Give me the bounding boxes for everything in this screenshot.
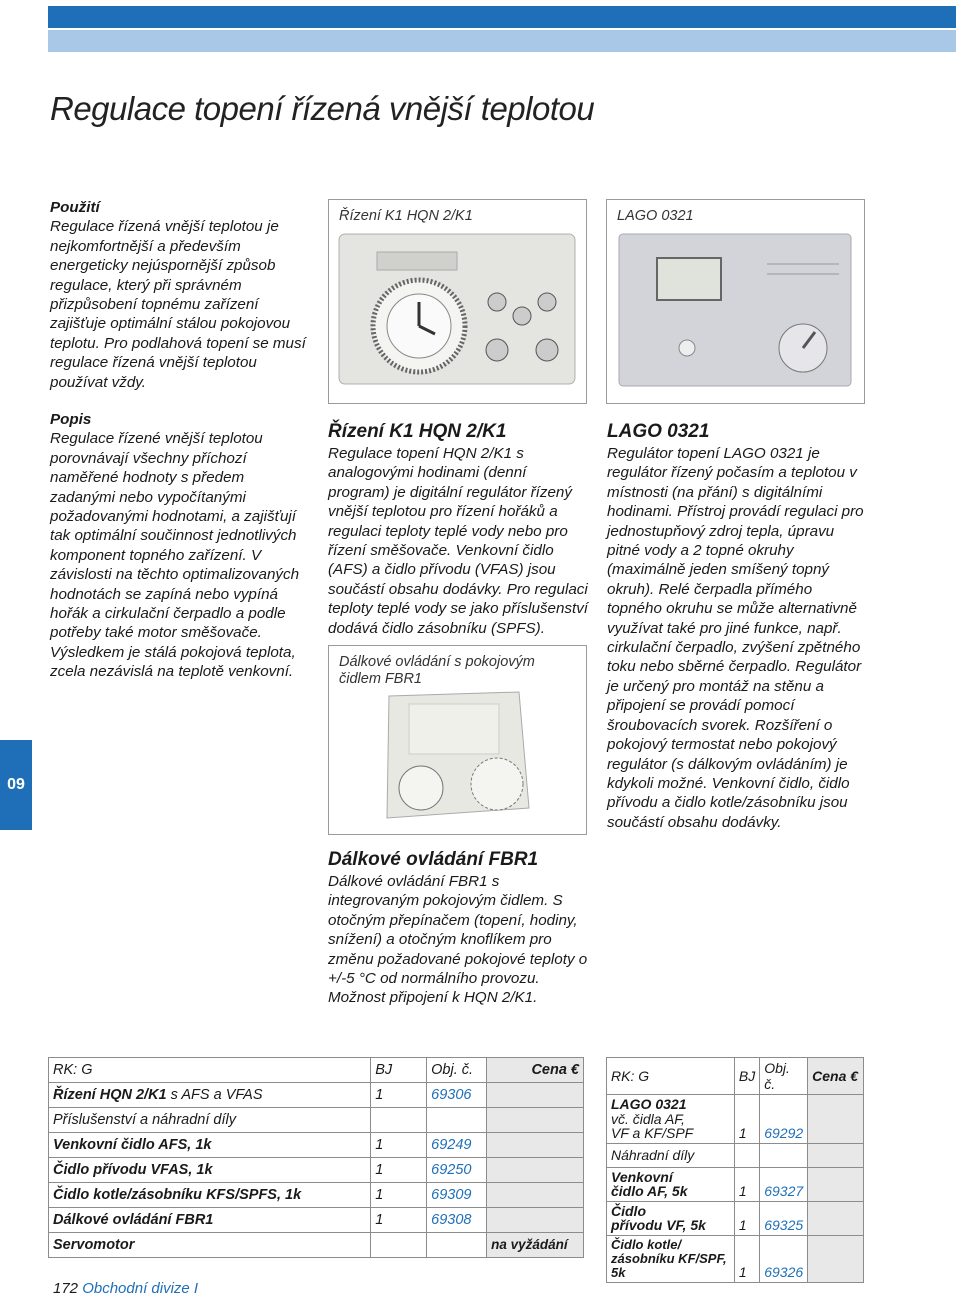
item-name: Čidlo bbox=[611, 1202, 646, 1219]
fbr-remote-image bbox=[379, 688, 539, 828]
hqn-image-box bbox=[328, 199, 587, 404]
header-band-light bbox=[48, 30, 956, 52]
header-band bbox=[48, 6, 956, 28]
chapter-tab: 09 bbox=[0, 740, 32, 830]
item-code: 69326 bbox=[760, 1235, 808, 1282]
fbr-image-box bbox=[328, 645, 587, 835]
item-name: Čidlo kotle/zásobníku KFS/SPFS, 1k bbox=[49, 1183, 371, 1208]
item-bj: 1 bbox=[734, 1201, 759, 1235]
use-heading: Použití bbox=[50, 199, 100, 216]
header-rk: RK: G bbox=[49, 1058, 371, 1083]
table-row bbox=[607, 1201, 864, 1235]
hqn-title: Řízení K1 HQN 2/K1 bbox=[328, 421, 507, 442]
item-bj: 1 bbox=[734, 1167, 759, 1201]
item-code: 69309 bbox=[427, 1183, 487, 1208]
item-extra: s AFS a VFAS bbox=[166, 1087, 263, 1103]
lago-section bbox=[607, 420, 869, 832]
item-code: 69250 bbox=[427, 1158, 487, 1183]
header-price: Cena € bbox=[808, 1058, 864, 1095]
hqn-text: Regulace topení HQN 2/K1 s analogovými hodinami (denní program) je digitální regulátor řízený vnější teplotou pro řízení hořáků a regulaci teploty teplé vody nebo pro řízení směšovače. Venkovní čidlo (AFS) a čidlo přívodu (VFAS) jsou součástí obsahu dodávky. Pro regulaci teploty teplé vody se jako příslušenství dodává čidlo zásobníku (SPFS). bbox=[328, 445, 589, 637]
section-label: Náhradní díly bbox=[607, 1143, 735, 1167]
page-number: 172 bbox=[53, 1280, 79, 1297]
hqn-price-table bbox=[48, 1057, 584, 1258]
item-name: Řízení HQN 2/K1 bbox=[53, 1087, 167, 1103]
item-name: Čidlo přívodu VFAS, 1k bbox=[49, 1158, 371, 1183]
item-extra: vč. čidla AF, bbox=[611, 1110, 685, 1127]
item-name: Venkovní čidlo AFS, 1k bbox=[49, 1133, 371, 1158]
item-bj: 1 bbox=[734, 1095, 759, 1144]
table-row bbox=[49, 1158, 584, 1183]
item-name-line2: čidlo AF, 5k bbox=[611, 1183, 688, 1199]
table-row bbox=[607, 1167, 864, 1201]
item-name: LAGO 0321 bbox=[611, 1096, 687, 1112]
fbr-title: Dálkové ovládání FBR1 bbox=[328, 849, 539, 870]
hqn-section bbox=[328, 420, 590, 638]
item-code: 69325 bbox=[760, 1201, 808, 1235]
lago-controller-image bbox=[617, 230, 853, 392]
item-name: Čidlo kotle/ bbox=[611, 1236, 682, 1252]
header-rk: RK: G bbox=[607, 1058, 735, 1095]
item-bj: 1 bbox=[371, 1208, 427, 1233]
table-header-row bbox=[607, 1058, 864, 1095]
item-code: 69308 bbox=[427, 1208, 487, 1233]
item-bj: 1 bbox=[371, 1133, 427, 1158]
lago-text: Regulátor topení LAGO 0321 je regulátor řízený počasím a teplotou v místnosti (na přání) s digitálními hodinami. Přístroj provádí regulaci pro jednostupňový zdroj tepla, úpravu pitné vody a 2 topné okruhy (maximálně jeden smíšený topný okruh). Relé čerpadla přímého topného okruhu se může alternativně využívat také pro jiné funkce, např. cirkulační čerpadlo, zvýšení zpětného toku nebo sběrné čerpadlo. Regulátor je určený pro montáž na stěnu a připojení se provádí pomocí šroubovacích svorek. Rozšíření o pokojový termostat nebo pokojový regulátor (s dálkovým ovládáním) je kdykoli možné. Venkovní čidlo, čidlo přívodu a čidlo kotle/zásobníku jsou součástí obsahu dodávky. bbox=[607, 445, 864, 831]
section-label: Příslušenství a náhradní díly bbox=[49, 1108, 371, 1133]
item-name: Dálkové ovládání FBR1 bbox=[49, 1208, 371, 1233]
use-text: Regulace řízená vnější teplotou je nejkomfortnější a především energeticky nejúspornější způsob regulace, který při správném přizpůsobení topnému zařízení zajišťuje optimální stálou pokojovou teplotu. Pro podlahová topení se musí regulace řízená vnější teplotou používat vždy. bbox=[50, 218, 306, 391]
page-footer bbox=[53, 1280, 198, 1297]
description-heading: Popis bbox=[50, 411, 92, 428]
header-obj: Obj. č. bbox=[760, 1058, 808, 1095]
description-text: Regulace řízené vnější teplotou porovnávají všechny příchozí naměřené hodnoty s předem zadanými nebo vypočítanými požadovanými hodnotami, a zajišťují tak optimální součinnost jednotlivých komponent topného zařízení. V závislosti na těchto optimalizovaných hodnotách se zapíná nebo vypíná hořák a cirkulační čerpadlo a podle potřeby také motor směšovače. Výsledkem je stálá pokojová teplota, zcela nezávislá na teplotě venkovní. bbox=[50, 430, 300, 681]
table-section-row bbox=[607, 1143, 864, 1167]
fbr-caption: Dálkové ovládání s pokojovým čidlem FBR1 bbox=[339, 654, 535, 687]
header-obj: Obj. č. bbox=[427, 1058, 487, 1083]
table-section-row bbox=[49, 1108, 584, 1133]
table-row bbox=[607, 1095, 864, 1144]
use-section bbox=[50, 198, 312, 392]
table-row bbox=[49, 1183, 584, 1208]
table-row bbox=[49, 1083, 584, 1108]
hqn-caption: Řízení K1 HQN 2/K1 bbox=[339, 208, 473, 224]
lago-image-box bbox=[606, 199, 865, 404]
header-bj: BJ bbox=[371, 1058, 427, 1083]
table-row bbox=[49, 1233, 584, 1258]
hqn-controller-image bbox=[337, 230, 577, 392]
footer-label: Obchodní divize I bbox=[82, 1280, 199, 1297]
page-title: Regulace topení řízená vnější teplotou bbox=[50, 90, 595, 127]
lago-caption: LAGO 0321 bbox=[617, 208, 694, 224]
item-name-line2: přívodu VF, 5k bbox=[611, 1217, 706, 1233]
fbr-text: Dálkové ovládání FBR1 s integrovaným pokojovým čidlem. S otočným přepínačem (topení, hodiny, snížení) a otočným knoflíkem pro změnu požadované pokojové teploty o +/-5 °C od normálního provozu. Možnost připojení k HQN 2/K1. bbox=[328, 873, 588, 1007]
fbr-section bbox=[328, 848, 590, 1008]
header-price: Cena € bbox=[487, 1058, 584, 1083]
table-row bbox=[607, 1235, 864, 1282]
table-row bbox=[49, 1133, 584, 1158]
item-bj: 1 bbox=[371, 1183, 427, 1208]
item-price: na vyžádání bbox=[487, 1233, 584, 1258]
item-price bbox=[487, 1083, 584, 1108]
item-bj: 1 bbox=[734, 1235, 759, 1282]
lago-title: LAGO 0321 bbox=[607, 421, 710, 442]
item-name: Servomotor bbox=[49, 1233, 371, 1258]
header-bj: BJ bbox=[734, 1058, 759, 1095]
lago-price-table bbox=[606, 1057, 864, 1283]
item-bj: 1 bbox=[371, 1083, 427, 1108]
item-code: 69327 bbox=[760, 1167, 808, 1201]
table-header-row bbox=[49, 1058, 584, 1083]
item-code: 69249 bbox=[427, 1133, 487, 1158]
item-name-line2: zásobníku KF/SPF, 5k bbox=[611, 1250, 727, 1280]
item-code: 69306 bbox=[427, 1083, 487, 1108]
item-bj: 1 bbox=[371, 1158, 427, 1183]
table-row bbox=[49, 1208, 584, 1233]
item-code: 69292 bbox=[760, 1095, 808, 1144]
description-section bbox=[50, 410, 305, 682]
item-extra: VF a KF/SPF bbox=[611, 1125, 694, 1141]
item-name: Venkovní bbox=[611, 1168, 673, 1185]
